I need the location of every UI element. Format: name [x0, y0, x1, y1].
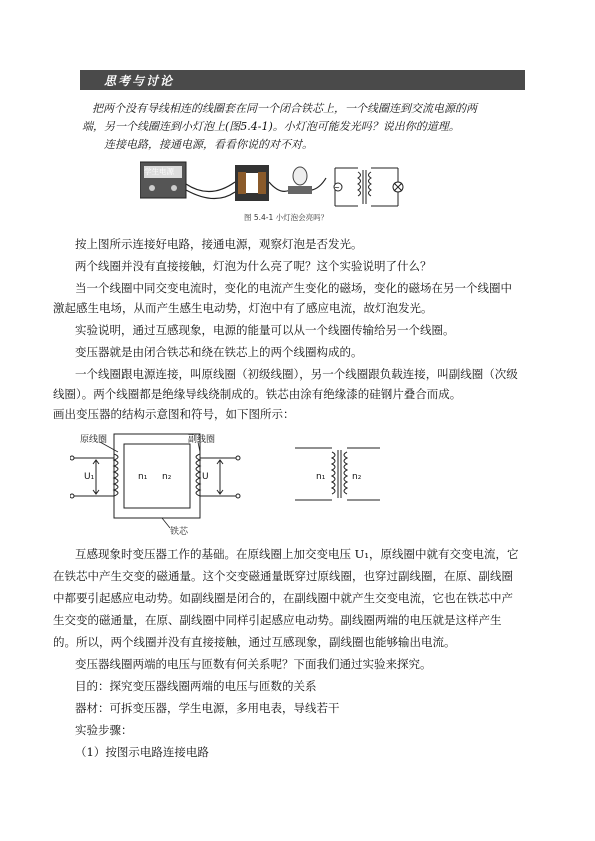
- paragraph-9: 变压器线圈两端的电压与匝数有何关系呢？下面我们通过实验来探究。: [75, 657, 432, 671]
- primary-coil-label: 原线圈: [80, 435, 108, 445]
- student-supply-label: 学生电源: [144, 167, 174, 176]
- paragraph-8e: 的。所以，两个线圈并没有直接接触，通过互感现象，副线圈也能够输出电流。: [53, 635, 456, 649]
- symbol-n1-label: n₁: [316, 472, 326, 482]
- lamp-experiment-figure: [140, 160, 420, 212]
- symbol-n2-label: n₂: [352, 472, 362, 482]
- paragraph-8b: 在铁芯中产生交变的磁通量。这个交变磁通量既穿过原线圈，也穿过副线圈，在原、副线圈: [53, 569, 513, 583]
- n2-label: n₂: [162, 472, 172, 482]
- paragraph-11: 器材：可拆变压器，学生电源，多用电表，导线若干: [75, 701, 340, 715]
- paragraph-6a: 一个线圈跟电源连接，叫原线圈（初级线圈），另一个线圈跟负载连接，叫副线圈（次级: [75, 367, 518, 381]
- think-text-line1: 把两个没有导线相连的线圈套在同一个闭合铁芯上，一个线圈连到交流电源的两: [92, 102, 477, 115]
- secondary-coil-label: 副线圈: [188, 435, 216, 445]
- paragraph-2: 两个线圈并没有直接接触，灯泡为什么亮了呢？这个实验说明了什么？: [75, 259, 432, 273]
- paragraph-8a: 互感现象时变压器工作的基础。在原线圈上加交变电压 U₁，原线圈中就有交变电流，它: [75, 547, 519, 561]
- paragraph-12: 实验步骤：: [75, 723, 133, 737]
- think-discuss-header: [80, 70, 525, 90]
- n1-label: n₁: [138, 472, 148, 482]
- svg-text:~: ~: [334, 184, 340, 192]
- paragraph-1: 按上图所示连接好电路，接通电源，观察灯泡是否发光。: [75, 237, 363, 251]
- paragraph-5: 变压器就是由闭合铁芯和绕在铁芯上的两个线圈构成的。: [75, 345, 363, 359]
- paragraph-13: （1）按图示电路连接电路: [75, 745, 209, 759]
- paragraph-10: 目的：探究变压器线圈两端的电压与匝数的关系: [75, 679, 317, 693]
- u1-label: U₁: [84, 472, 95, 482]
- figure-caption: 图 5.4-1 小灯泡会亮吗？: [244, 213, 329, 222]
- think-text-line2: 端，另一个线圈连到小灯泡上(图5.4-1)。小灯泡可能发光吗？说出你的道理。: [82, 120, 460, 133]
- think-text-line3: 连接电路，接通电源，看看你说的对不对。: [104, 138, 313, 151]
- paragraph-3a: 当一个线圈中同交变电流时，变化的电流产生变化的磁场，变化的磁场在另一个线圈中: [75, 281, 512, 295]
- transformer-structure-diagram: [70, 428, 400, 540]
- paragraph-6b: 线圈）。两个线圈都是绝缘导线绕制成的。铁芯由涂有绝缘漆的硅钢片叠合而成。: [53, 387, 462, 401]
- paragraph-8c: 中都要引起感应电动势。如副线圈是闭合的，在副线圈中就产生交变电流，它也在铁芯中产: [53, 591, 513, 605]
- paragraph-7: 画出变压器的结构示意图和符号，如下图所示：: [53, 407, 295, 421]
- u2-label: U: [202, 472, 209, 482]
- think-discuss-title: 思考与讨论: [104, 74, 175, 88]
- paragraph-4: 实验说明，通过互感现象，电源的能量可以从一个线圈传输给另一个线圈。: [75, 323, 455, 337]
- core-label: 铁芯: [170, 527, 189, 537]
- paragraph-3b: 激起感生电场，从而产生感生电动势，灯泡中有了感应电流，故灯泡发光。: [53, 301, 433, 315]
- paragraph-8d: 生交变的磁通量，在原、副线圈中同样引起感应电动势。副线圈两端的电压就是这样产生: [53, 613, 502, 627]
